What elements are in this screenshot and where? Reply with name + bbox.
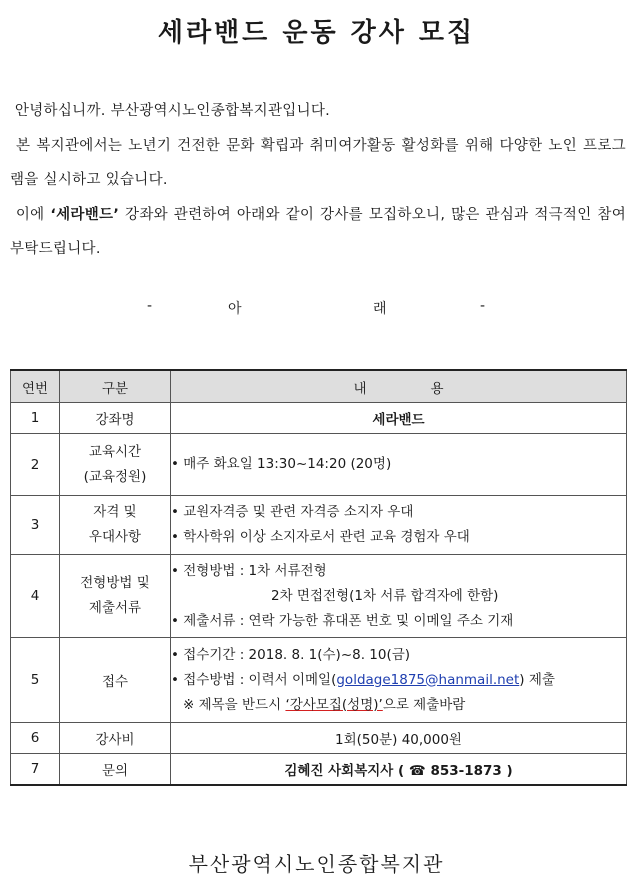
dash-right: -: [480, 298, 486, 314]
row-category: 접수: [60, 638, 171, 723]
row-content: • 매주 화요일 13:30~14:20 (20명): [171, 434, 627, 496]
row-no: 1: [11, 403, 60, 434]
row-no: 5: [11, 638, 60, 723]
row-no: 7: [11, 754, 60, 785]
row-category: 전형방법 및 제출서류: [60, 555, 171, 638]
table-row: [11, 638, 627, 723]
header-category: 구분: [60, 370, 171, 403]
table-row: [11, 555, 627, 638]
row-no: 2: [11, 434, 60, 496]
title-format-underlined: ‘강사모집(성명)’: [285, 696, 383, 713]
row-no: 6: [11, 723, 60, 754]
row-category: 문의: [60, 754, 171, 785]
intro-section: [10, 94, 626, 267]
dash-left: -: [147, 298, 153, 314]
header-no: 연번: [11, 370, 60, 403]
row-category: 자격 및 우대사항: [60, 496, 171, 555]
program-name-highlight: ‘세라밴드’: [50, 206, 120, 223]
intro-request: 이에 ‘세라밴드’ 강좌와 관련하여 아래와 같이 강사를 모집하오니, 많은 관심과 적극적인 참여 부탁드립니다.: [10, 206, 626, 257]
table-row: [11, 403, 627, 434]
table-row: [11, 723, 627, 754]
row-category: 강좌명: [60, 403, 171, 434]
ahrae-char-a: 아: [228, 301, 242, 317]
page-title: 세라밴드 운동 강사 모집: [157, 18, 476, 48]
row-no: 4: [11, 555, 60, 638]
ahrae-char-rae: 래: [373, 301, 387, 317]
contact-phone: 853-1873: [430, 762, 502, 779]
table-row: [11, 754, 627, 785]
section-divider-label: [0, 298, 633, 318]
intro-purpose: 본 복지관에서는 노년기 건전한 문화 확립과 취미여가활동 활성화를 위해 다양한 노인 프로그램을 실시하고 있습니다.: [10, 137, 626, 188]
intro-greeting: 안녕하십니까. 부산광역시노인종합복지관입니다.: [14, 103, 331, 119]
row-content: 김혜진 사회복지사 ( ☎ 853-1873 ): [171, 754, 627, 785]
row-category: 강사비: [60, 723, 171, 754]
email-link[interactable]: goldage1875@hanmail.net: [336, 671, 520, 688]
table-row: [11, 496, 627, 555]
row-category: 교육시간 (교육정원): [60, 434, 171, 496]
row-content: 1회(50분) 40,000원: [171, 723, 627, 754]
row-content: • 전형방법 : 1차 서류전형 2차 면접전형(1차 서류 합격자에 한함) • 제출서류 : 연락 가능한 휴대폰 번호 및 이메일 주소 기재: [171, 555, 627, 638]
row-no: 3: [11, 496, 60, 555]
row-content: • 접수기간 : 2018. 8. 1(수)~8. 10(금) • 접수방법 : 이력서 이메일(goldage1875@hanmail.net) 제출 ※ 제목을 반드시 ‘강사모집(성명)’으로 제출바람: [171, 638, 627, 723]
row-content: 세라밴드: [171, 403, 627, 434]
contact-name: 김혜진 사회복지사: [284, 762, 394, 779]
recruitment-table: [10, 369, 627, 786]
row-content: • 교원자격증 및 관련 자격증 소지자 우대 • 학사학위 이상 소지자로서 관련 교육 경험자 우대: [171, 496, 627, 555]
table-header-row: [11, 370, 627, 403]
table-row: [11, 434, 627, 496]
organization-name: 부산광역시노인종합복지관: [188, 852, 445, 876]
header-content: 내 용: [171, 370, 627, 403]
phone-icon: ☎: [408, 762, 426, 779]
